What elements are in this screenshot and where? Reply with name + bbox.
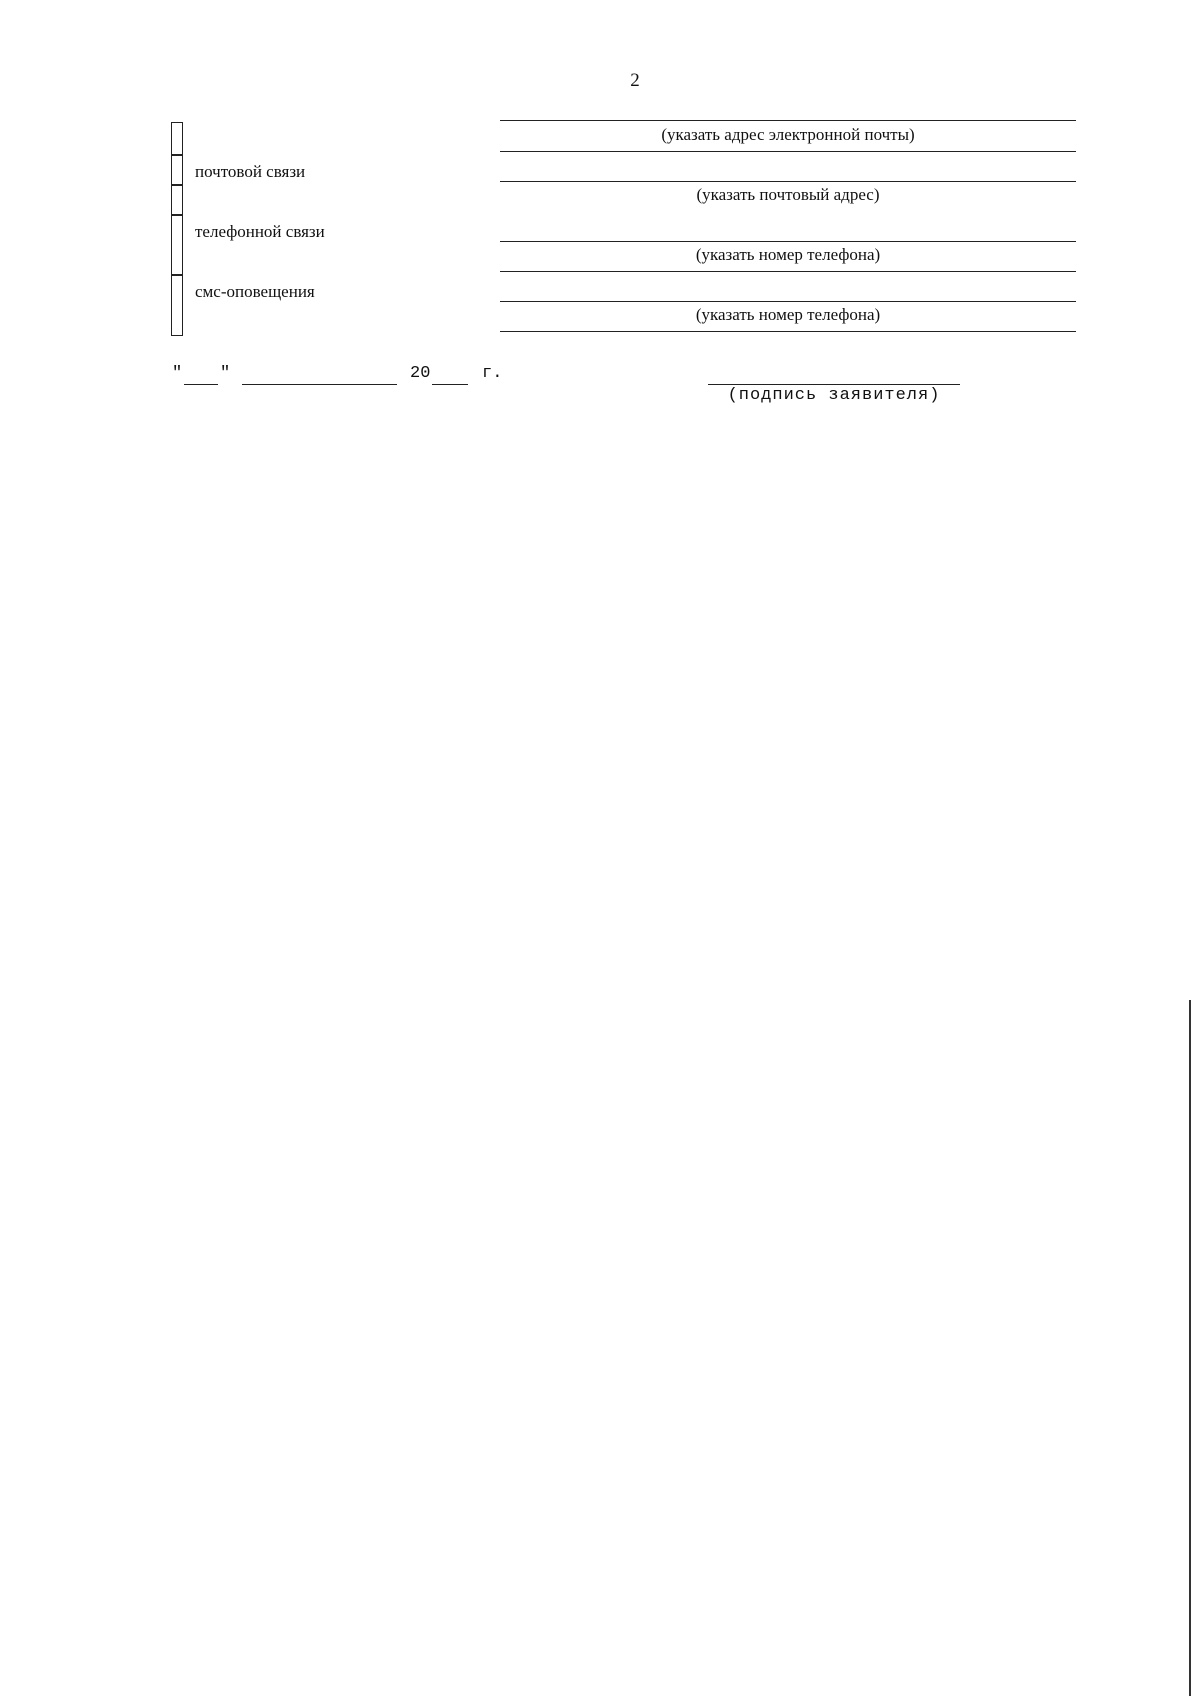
delivery-method-checkbox-sms[interactable] <box>171 274 183 336</box>
option-label-phone: телефонной связи <box>195 222 325 241</box>
date-day-blank[interactable] <box>184 384 218 385</box>
date-year-suffix: г. <box>482 364 503 383</box>
signature-caption: (подпись заявителя) <box>727 386 941 405</box>
scan-edge-line <box>1189 1000 1191 1696</box>
delivery-method-checkbox-email[interactable] <box>171 122 183 156</box>
date-close-quote: " <box>220 364 231 383</box>
delivery-method-checkbox-post[interactable] <box>171 154 183 186</box>
signature-line[interactable] <box>708 384 960 385</box>
email-hint: (указать адрес электронной почты) <box>661 125 915 144</box>
sms-phone-input-line[interactable] <box>500 301 1076 302</box>
delivery-method-checkbox-phone-ext[interactable] <box>171 214 183 276</box>
email-input-line[interactable] <box>500 120 1076 121</box>
divider-line <box>500 271 1076 272</box>
date-month-blank[interactable] <box>242 384 397 385</box>
postal-address-input-line[interactable] <box>500 181 1076 182</box>
divider-line <box>500 331 1076 332</box>
phone-hint: (указать номер телефона) <box>695 245 881 264</box>
page-number: 2 <box>630 70 640 91</box>
option-label-sms: смс-оповещения <box>195 282 315 301</box>
divider-line <box>500 151 1076 152</box>
date-century: 20 <box>410 364 431 383</box>
date-open-quote: " <box>172 364 183 383</box>
option-label-post: почтовой связи <box>195 162 306 181</box>
date-year-blank[interactable] <box>432 384 468 385</box>
delivery-method-checkbox-phone[interactable] <box>171 184 183 216</box>
phone-input-line[interactable] <box>500 241 1076 242</box>
postal-address-hint: (указать почтовый адрес) <box>696 185 880 204</box>
sms-phone-hint: (указать номер телефона) <box>695 305 881 324</box>
